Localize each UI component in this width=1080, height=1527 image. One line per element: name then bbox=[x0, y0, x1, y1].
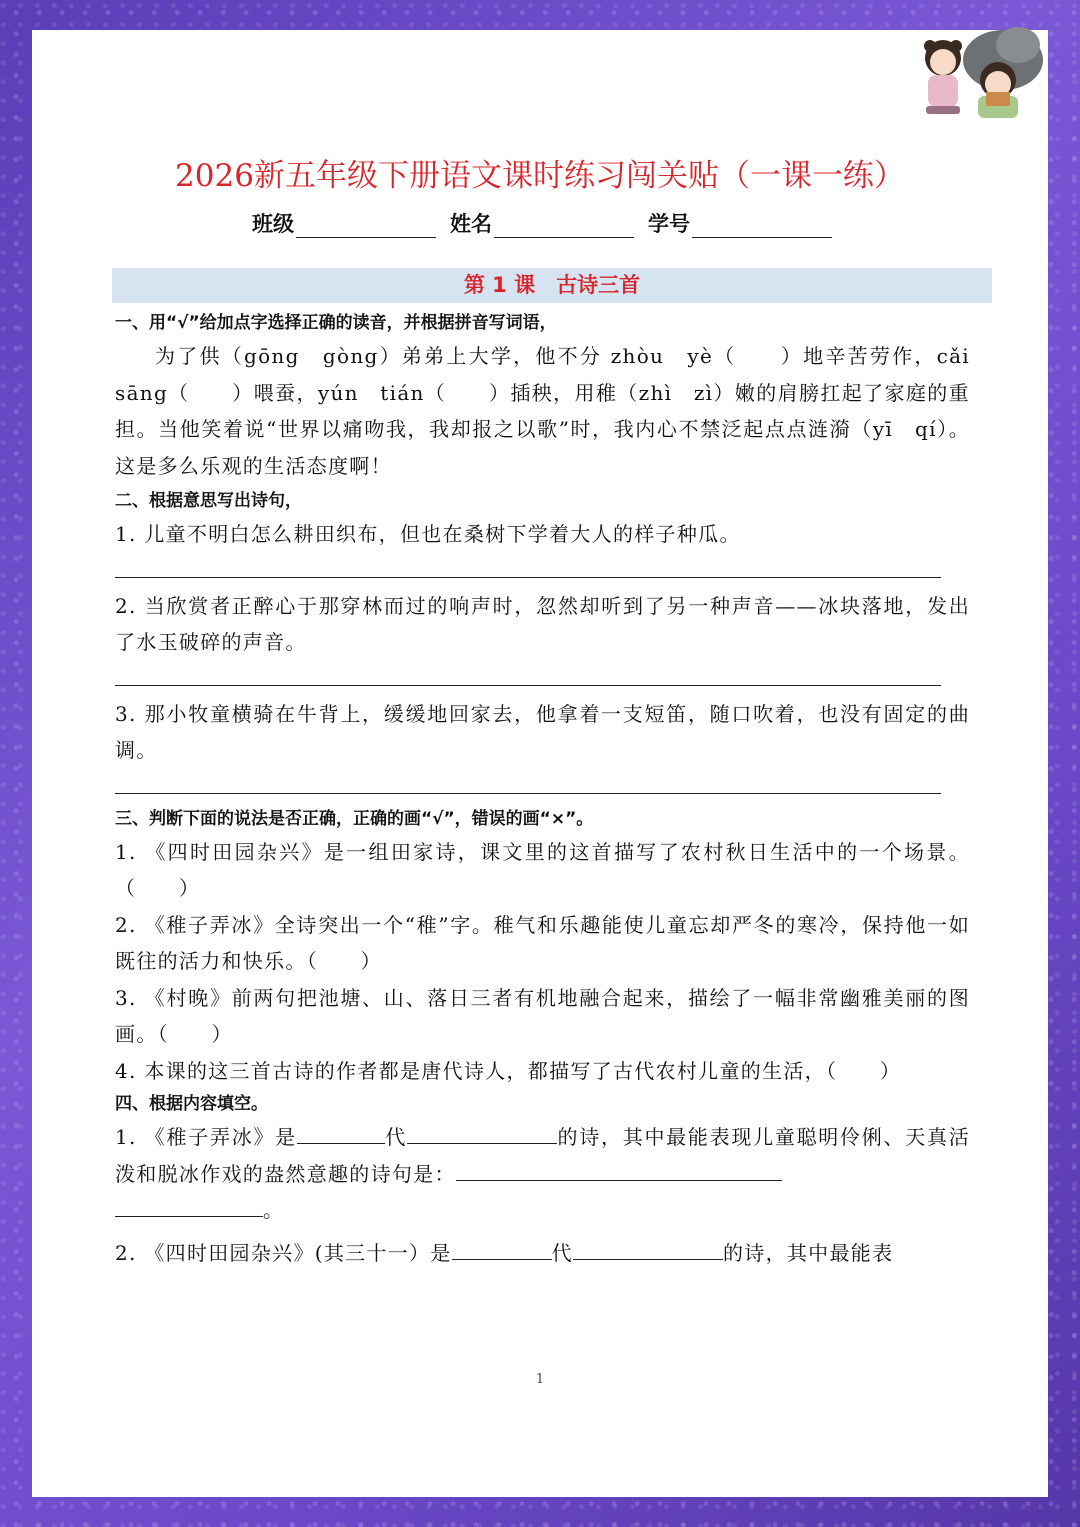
q1-author-blank[interactable] bbox=[407, 1121, 557, 1144]
student-id-field[interactable] bbox=[648, 208, 832, 238]
section-2-item-2: 2. 当欣赏者正醉心于那穿林而过的响声时，忽然却听到了另一种声音——冰块落地，发出了水玉破碎的声音。 bbox=[115, 593, 970, 654]
q1-text-end: 。 bbox=[263, 1198, 285, 1222]
section-3-item-3: 3. 《村晚》前两句把池塘、山、落日三者有机地融合起来，描绘了一幅非常幽雅美丽的图画。（ ） bbox=[115, 985, 970, 1046]
worksheet-page bbox=[32, 30, 1048, 1497]
class-field[interactable] bbox=[252, 208, 436, 238]
q2-dynasty-blank[interactable] bbox=[452, 1237, 552, 1260]
student-id-label: 学号 bbox=[648, 212, 690, 236]
lesson-heading: 第 1 课 古诗三首 bbox=[112, 268, 992, 303]
name-blank[interactable] bbox=[494, 213, 634, 238]
class-blank[interactable] bbox=[296, 213, 436, 238]
section-1-passage: 为了供（gōng gòng）弟弟上大学，他不分 zhòu yè（ ）地辛苦劳作，cǎi sāng（ ）喂蚕，yún tián（ ）插秧，用稚（zhì zì）嫩的肩膀扛起了家庭的重担。当他笑着说“世界以痛吻我，我却报之以歌”时，我内心不禁泛起点点涟漪（yī qí）。这是多么乐观的生活态度啊！ bbox=[115, 344, 970, 478]
section-2-item-1: 1. 儿童不明白怎么耕田织布，但也在桑树下学着大人的样子种瓜。 bbox=[115, 522, 741, 546]
q2-text-a: 2. 《四时田园杂兴》(其三十一）是 bbox=[115, 1240, 452, 1265]
section-4-item-1 bbox=[115, 1119, 970, 1229]
section-3-item-1: 1. 《四时田园杂兴》是一组田家诗，课文里的这首描写了农村秋日生活中的一个场景。（ ） bbox=[115, 839, 970, 900]
q1-text-b: 代 bbox=[384, 1125, 408, 1149]
section-4-item-2 bbox=[115, 1235, 970, 1272]
section-3-item-4: 4. 本课的这三首古诗的作者都是唐代诗人，都描写了古代农村儿童的生活，（ ） bbox=[115, 1058, 902, 1083]
q2-author-blank[interactable] bbox=[573, 1237, 723, 1260]
class-label: 班级 bbox=[252, 212, 294, 236]
worksheet-content bbox=[115, 308, 970, 1271]
name-label: 姓名 bbox=[450, 212, 492, 236]
student-info-row bbox=[252, 208, 832, 238]
q1-text-a: 1. 《稚子弄冰》是 bbox=[115, 1125, 297, 1149]
q1-poem-blank-2[interactable] bbox=[115, 1194, 263, 1217]
answer-line-2[interactable] bbox=[115, 661, 941, 686]
student-id-blank[interactable] bbox=[692, 213, 832, 238]
q2-text-c: 的诗，其中最能表 bbox=[722, 1240, 894, 1265]
answer-line-3[interactable] bbox=[115, 769, 941, 794]
section-2-heading: 二、根据意思写出诗句， bbox=[115, 491, 302, 511]
section-3-item-2: 2. 《稚子弄冰》全诗突出一个“稚”字。稚气和乐趣能使儿童忘却严冬的寒冷，保持他一如既往的活力和快乐。（ ） bbox=[115, 912, 970, 973]
q1-dynasty-blank[interactable] bbox=[297, 1121, 385, 1144]
name-field[interactable] bbox=[450, 208, 634, 238]
q1-poem-blank-1[interactable] bbox=[456, 1158, 782, 1181]
section-1-heading: 一、用“√”给加点字选择正确的读音，并根据拼音写词语， bbox=[115, 313, 557, 333]
answer-line-1[interactable] bbox=[115, 553, 941, 578]
children-reading-illustration bbox=[898, 20, 1048, 130]
section-4-heading: 四、根据内容填空。 bbox=[115, 1094, 268, 1114]
section-3-heading: 三、判断下面的说法是否正确，正确的画“√”，错误的画“×”。 bbox=[115, 808, 594, 829]
page-title: 2026新五年级下册语文课时练习闯关贴（一课一练） bbox=[175, 158, 905, 194]
page-number: 1 bbox=[535, 1372, 545, 1387]
section-2-item-3: 3. 那小牧童横骑在牛背上，缓缓地回家去，他拿着一支短笛，随口吹着，也没有固定的曲调。 bbox=[115, 701, 970, 762]
q2-text-b: 代 bbox=[551, 1240, 573, 1265]
q1-text-c: 的诗，其中最能表现儿童聪明伶俐、天真活泼和脱冰作戏的盎然意趣的诗句是： bbox=[115, 1125, 970, 1186]
